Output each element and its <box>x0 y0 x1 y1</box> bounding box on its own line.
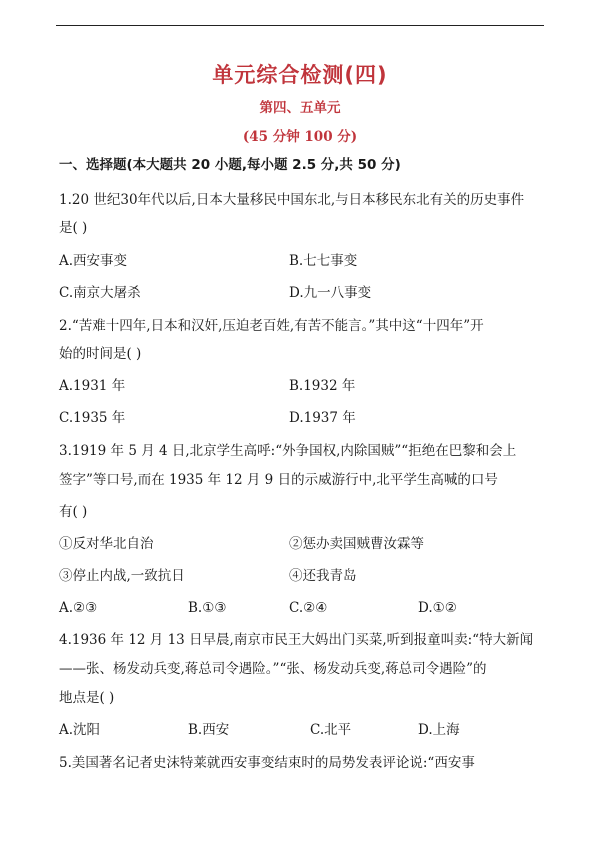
question-3-line-1: 3.1919 年 5 月 4 日,北京学生高呼:“外争国权,内除国贼”“拒绝在巴黎和会上 <box>59 443 517 459</box>
question-2-option-a: A.1931 年 <box>59 378 126 394</box>
question-1-line-2: 是( ) <box>59 220 88 236</box>
question-5-line-1: 5.美国著名记者史沫特莱就西安事变结束时的局势发表评论说:“西安事 <box>59 755 475 771</box>
page-subtitle: 第四、五单元 <box>259 100 341 116</box>
time-score: (45 分钟 100 分) <box>242 129 358 145</box>
header-rule <box>56 25 544 26</box>
question-3-option-d: D.①② <box>418 600 457 616</box>
question-4-option-b: B.西安 <box>188 722 230 738</box>
question-4-option-c: C.北平 <box>310 722 352 738</box>
question-4-option-a: A.沈阳 <box>59 722 101 738</box>
question-1-option-b: B.七七事变 <box>289 253 358 269</box>
question-4-line-2: ——张、杨发动兵变,蒋总司令遇险。”“张、杨发动兵变,蒋总司令遇险”的 <box>59 661 487 677</box>
question-3-item-1: ①反对华北自治 <box>59 536 154 552</box>
question-3-item-3: ③停止内战,一致抗日 <box>59 568 185 584</box>
question-1-option-d: D.九一八事变 <box>289 285 372 301</box>
question-4-line-3: 地点是( ) <box>59 690 115 706</box>
question-3-item-2: ②惩办卖国贼曹汝霖等 <box>289 536 424 552</box>
question-2-line-1: 2.“苦难十四年,日本和汉奸,压迫老百姓,有苦不能言。”其中这“十四年”开 <box>59 318 484 334</box>
question-1-option-c: C.南京大屠杀 <box>59 285 141 301</box>
question-4-line-1: 4.1936 年 12 月 13 日早晨,南京市民王大妈出门买菜,听到报童叫卖:“特大新闻 <box>59 632 534 648</box>
question-3-option-a: A.②③ <box>59 600 98 616</box>
question-2-option-b: B.1932 年 <box>289 378 356 394</box>
question-3-line-3: 有( ) <box>59 504 88 520</box>
question-3-option-b: B.①③ <box>188 600 227 616</box>
section-heading: 一、选择题(本大题共 20 小题,每小题 2.5 分,共 50 分) <box>59 157 401 173</box>
question-1-option-a: A.西安事变 <box>59 253 128 269</box>
question-3-item-4: ④还我青岛 <box>289 568 357 584</box>
question-3-option-c: C.②④ <box>289 600 328 616</box>
question-2-line-2: 始的时间是( ) <box>59 346 142 362</box>
page-title: 单元综合检测(四) <box>212 63 388 87</box>
question-1-line-1: 1.20 世纪30年代以后,日本大量移民中国东北,与日本移民东北有关的历史事件 <box>59 192 525 208</box>
question-2-option-c: C.1935 年 <box>59 410 126 426</box>
question-2-option-d: D.1937 年 <box>289 410 356 426</box>
question-3-line-2: 签字”等口号,而在 1935 年 12 月 9 日的示威游行中,北平学生高喊的口号 <box>59 472 498 488</box>
question-4-option-d: D.上海 <box>418 722 460 738</box>
